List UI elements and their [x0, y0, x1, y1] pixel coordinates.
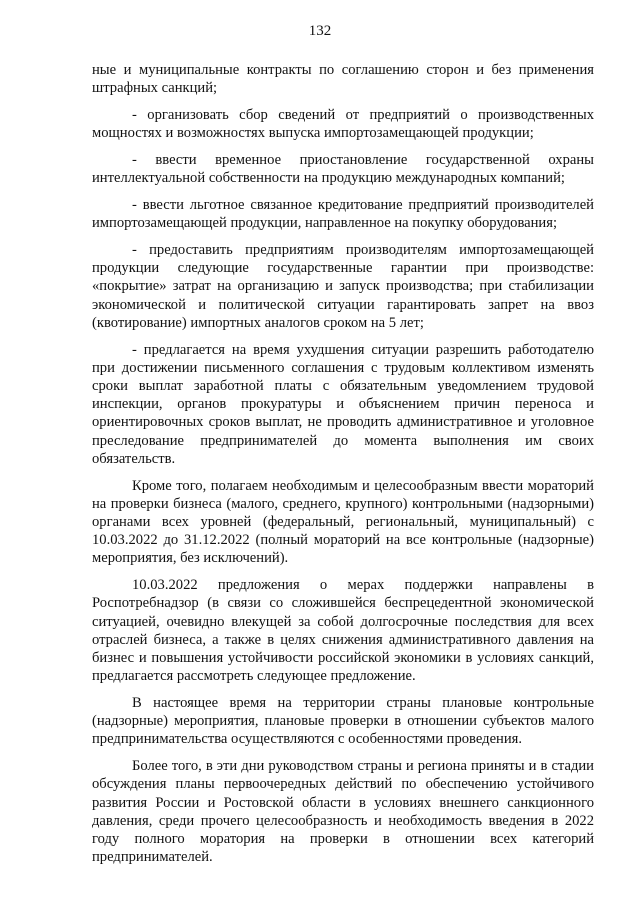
paragraph-6: - предлагается на время ухудшения ситуации разрешить работодателю при достижении письменного соглашения с трудовым коллективом изменять сроки выплат заработной платы с обязательным уведомлением трудовой инспекции, органов прокуратуры и объяснением причин переноса и ориентировочных сроков выплат, не проводить административное и уголовное преследование предпринимателей до момента выполнения им своих обязательств.: [92, 341, 594, 467]
paragraph-8: 10.03.2022 предложения о мерах поддержки направлены в Роспотребнадзор (в связи со сложившейся беспрецедентной экономической ситуацией, очевидно влекущей за собой долгосрочные последствия для всех отраслей бизнеса, а также в целях снижения административного давления на бизнес и повышения устойчивости российской экономики в условиях санкций, предлагается рассмотреть следующее предложение.: [92, 577, 594, 685]
paragraph-3: - ввести временное приостановление государственной охраны интеллектуальной собственности на продукцию международных компаний;: [92, 152, 594, 187]
paragraph-7: Кроме того, полагаем необходимым и целесообразным ввести мораторий на проверки бизнеса (малого, среднего, крупного) контрольными (надзорными) органами всех уровней (федеральный, региональный, муниципальный) с 10.03.2022 до 31.12.2022 (полный мораторий на все контрольные (надзорные) мероприятия, без исключений).: [92, 477, 594, 567]
paragraph-2: - организовать сбор сведений от предприятий о производственных мощностях и возможностях выпуска импортозамещающей продукции;: [92, 107, 594, 142]
paragraph-5: - предоставить предприятиям производителям импортозамещающей продукции следующие государственные гарантии при производстве: «покрытие» затрат на организацию и запуск производства; при стабилизации экономической и политической ситуации гарантировать запрет на ввоз (квотирование) импортных аналогов сроком на 5 лет;: [92, 242, 594, 331]
paragraph-4: - ввести льготное связанное кредитование предприятий производителей импортозамещающей продукции, направленное на покупку оборудования;: [92, 197, 594, 232]
paragraph-9: В настоящее время на территории страны плановые контрольные (надзорные) мероприятия, плановые проверки в отношении субъектов малого предпринимательства осуществляются с особенностями проведения.: [92, 695, 594, 748]
page-number: 132: [308, 23, 332, 39]
paragraph-10: Более того, в эти дни руководством страны и региона приняты и в стадии обсуждения планы первоочередных действий по обеспечению устойчивого развития России и Ростовской области в условиях внешнего санкционного давления, среди прочего целесообразность и необходимость введения в 2022 году полного моратория на проверки в отношении всех категорий предпринимателей.: [92, 758, 594, 866]
paragraph-1: ные и муниципальные контракты по соглашению сторон и без применения штрафных санкций;: [92, 62, 594, 97]
body-text: [92, 61, 594, 875]
